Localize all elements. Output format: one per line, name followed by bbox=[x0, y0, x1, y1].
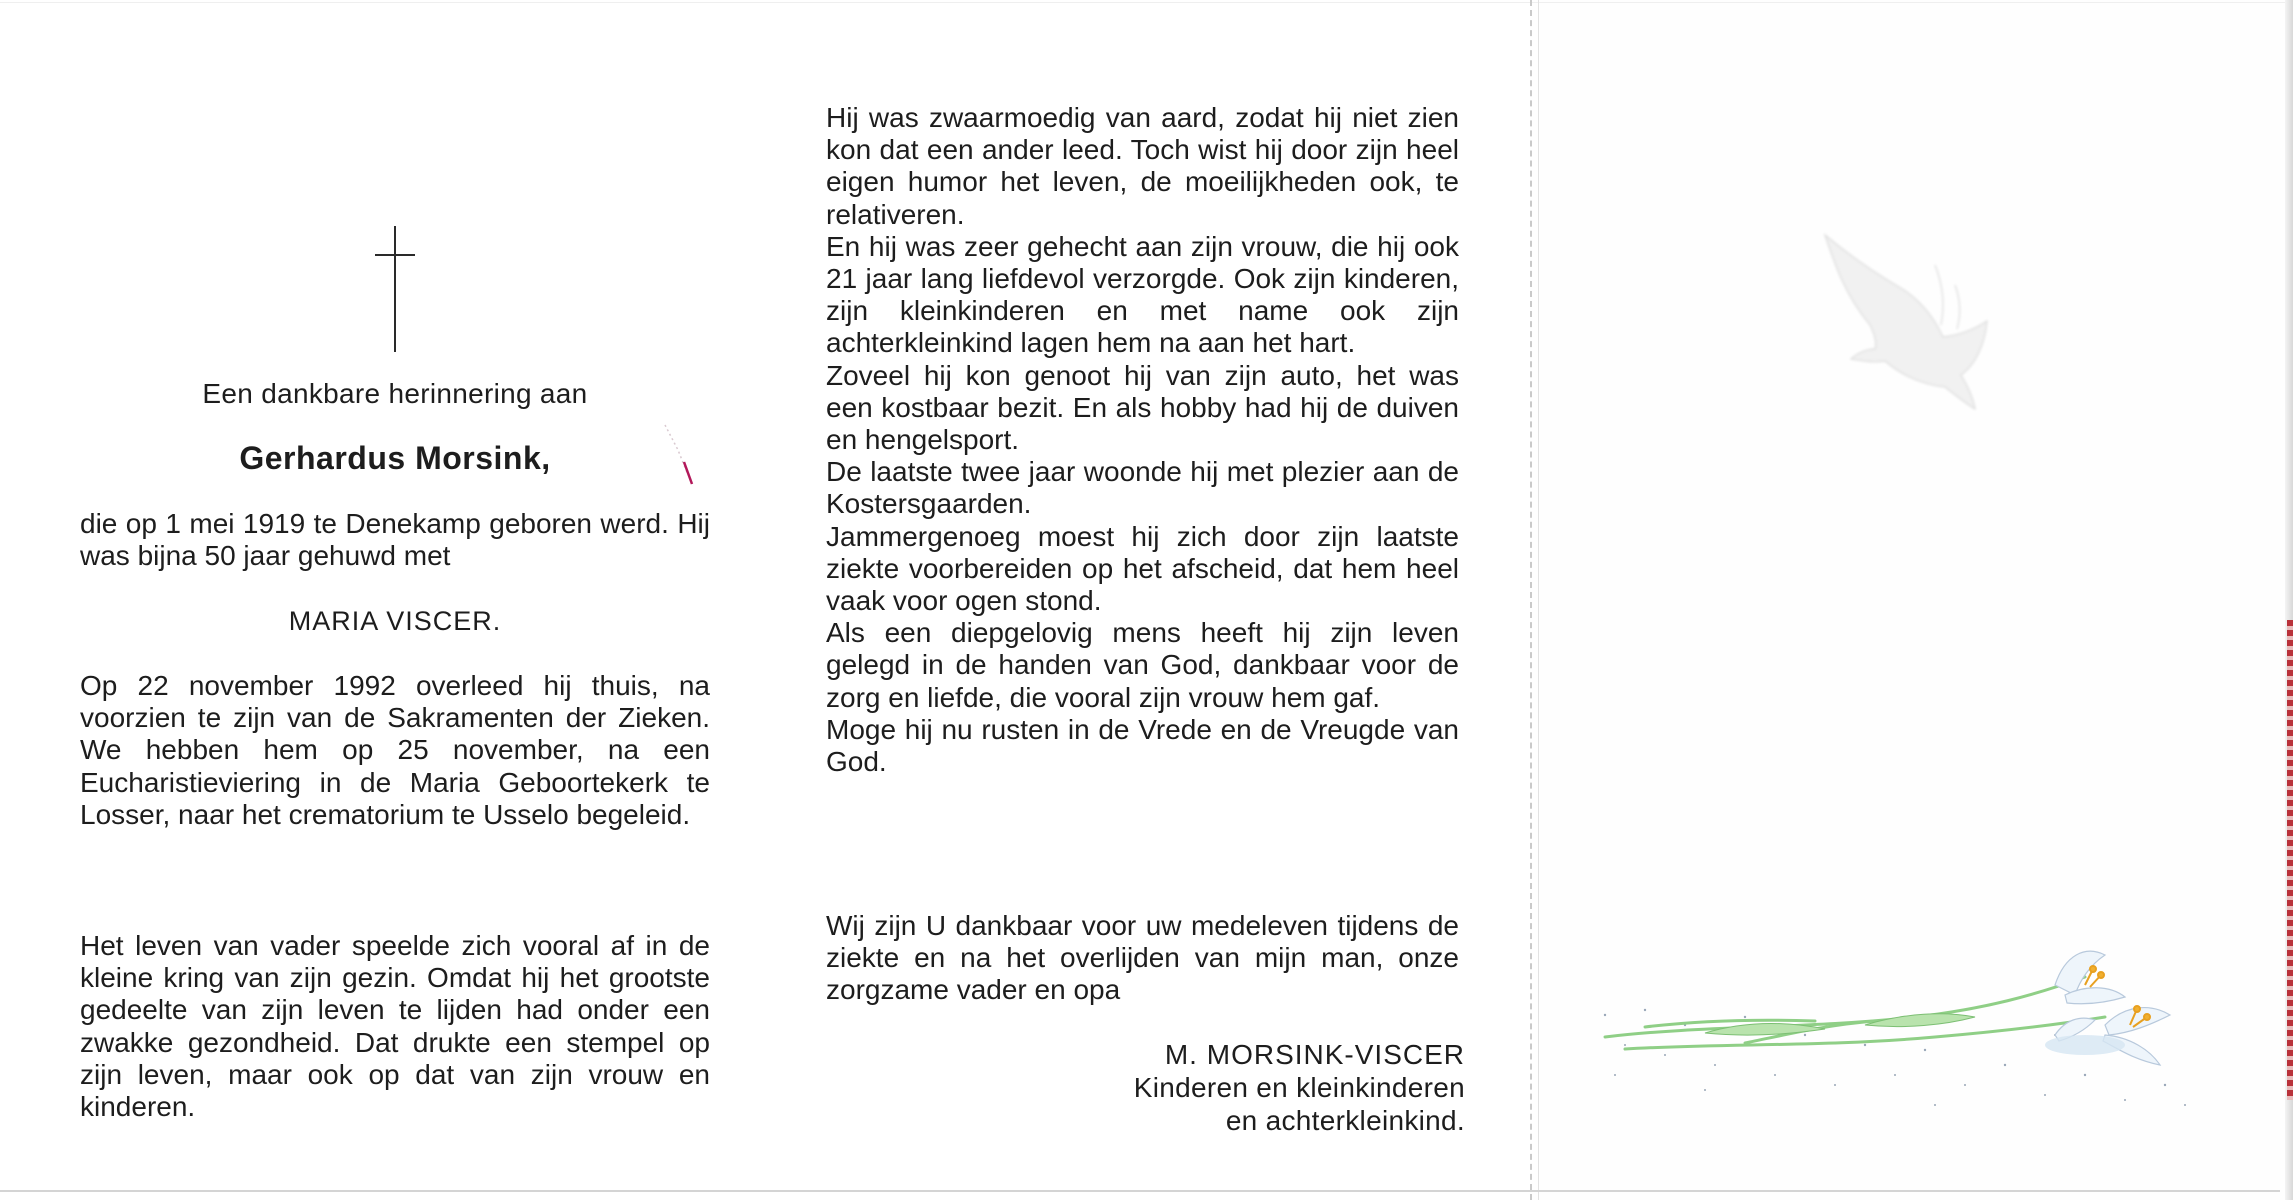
scan-edge-red-strip bbox=[2287, 620, 2293, 1100]
death-paragraph: Op 22 november 1992 overleed hij thuis, na voorzien te zijn van de Sakramenten der Zieken. We hebben hem op 25 november, na een Eucharistieviering in de Maria Geboortekerk te Losser, naar het crematorium te Usselo begeleid. bbox=[80, 670, 710, 830]
spouse-name: MARIA VISCER. bbox=[288, 606, 502, 636]
biography-text bbox=[826, 102, 1459, 778]
fold-line bbox=[1530, 0, 1532, 1200]
biography-line: Zoveel hij kon genoot hij van zijn auto, het was een kostbaar bezit. En als hobby had hij de duiven en hengelsport. bbox=[826, 359, 1459, 456]
signature-line: Kinderen en kleinkinderen bbox=[1133, 1072, 1465, 1103]
birth-paragraph: die op 1 mei 1919 te Denekamp geboren werd. Hij was bijna 50 jaar gehuwd met bbox=[80, 508, 710, 572]
biography-line: En hij was zeer gehecht aan zijn vrouw, die hij ook 21 jaar lang liefdevol verzorgde. Ook zijn kinderen, zijn kleinkinderen en met name ook zijn achterkleinkind lagen hem na aan het hart. bbox=[826, 230, 1459, 359]
biography-line: De laatste twee jaar woonde hij met plezier aan de Kostersgaarden. bbox=[826, 456, 1459, 520]
biography-line: Als een diepgelovig mens heeft hij zijn leven gelegd in de handen van God, dankbaar voor de zorg en liefde, die vooral zijn vrouw hem gaf. bbox=[826, 617, 1459, 713]
life-paragraph: Het leven van vader speelde zich vooral af in de kleine kring van zijn gezin. Omdat hij het grootste gedeelte van zijn leven te lijden had onder een zwakke gezondheid. Dat drukte een stempel op zijn leven, maar ook op dat van zijn vrouw en kinderen. bbox=[80, 930, 710, 1123]
signature-name: M. MORSINK-VISCER bbox=[1164, 1039, 1465, 1070]
fold-line bbox=[1538, 0, 1539, 1200]
biography-line: Moge hij nu rusten in de Vrede en de Vreugde van God. bbox=[826, 713, 1459, 778]
thanks-paragraph: Wij zijn U dankbaar voor uw medeleven tijdens de ziekte en na het overlijden van mijn man, onze zorgzame vader en opa bbox=[826, 910, 1459, 1006]
scan-edge-top bbox=[0, 2, 2293, 3]
pen-mark-icon bbox=[660, 420, 700, 490]
biography-line: Hij was zwaarmoedig van aard, zodat hij niet zien kon dat een ander leed. Toch wist hij door zijn heel eigen humor het leven, de moeilijkheden ook, te relativeren. bbox=[826, 102, 1459, 230]
intro-text: Een dankbare herinnering aan bbox=[202, 378, 588, 409]
deceased-name: Gerhardus Morsink, bbox=[239, 440, 551, 476]
signature-block bbox=[1134, 1038, 1465, 1137]
cross-icon bbox=[375, 226, 415, 352]
dove-icon bbox=[1815, 225, 1995, 415]
scan-edge-bottom bbox=[0, 1190, 2280, 1192]
lily-flowers-icon bbox=[1585, 925, 2205, 1125]
signature-line: en achterkleinkind. bbox=[1225, 1105, 1465, 1136]
biography-line: Jammergenoeg moest hij zich door zijn laatste ziekte voorbereiden op het afscheid, dat hem heel vaak voor ogen stond. bbox=[826, 520, 1459, 617]
